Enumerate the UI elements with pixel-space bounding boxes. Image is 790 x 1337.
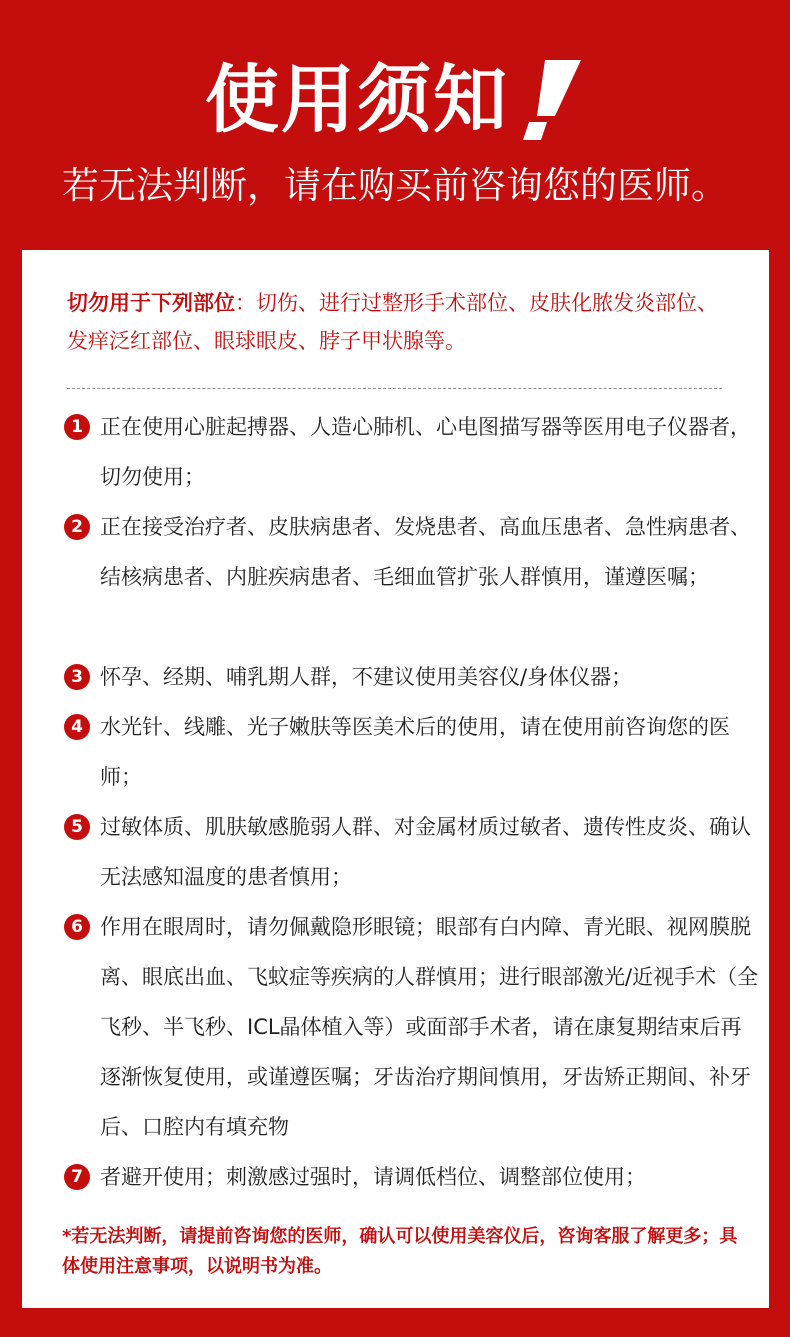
number-badge: 3 [64, 664, 90, 690]
number-badge: 7 [64, 1164, 90, 1190]
number-badge: 4 [64, 714, 90, 740]
divider [67, 388, 722, 389]
item-text: 水光针、线雕、光子嫩肤等医美术后的使用，请在使用前咨询您的医师； [100, 715, 730, 789]
warning-text [67, 284, 737, 360]
subtitle: 若无法判断，请在购买前咨询您的医师。 [62, 164, 728, 207]
exclamation-icon [515, 58, 585, 142]
warning-lead: 切勿用于下列部位 [67, 291, 235, 315]
item-text: 怀孕、经期、哺乳期人群，不建议使用美容仪/身体仪器； [100, 665, 633, 689]
item-text: 正在接受治疗者、皮肤病患者、发烧患者、高血压患者、急性病患者、结核病患者、内脏疾病患者、毛细血管扩张人群慎用，谨遵医嘱； [100, 515, 751, 589]
number-badge: 5 [64, 814, 90, 840]
footnote: *若无法判断，请提前咨询您的医师，确认可以使用美容仪后，咨询客服了解更多；具体使用注意事项，以说明书为准。 [62, 1226, 738, 1277]
header [0, 0, 790, 250]
item-text: 过敏体质、肌肤敏感脆弱人群、对金属材质过敏者、遗传性皮炎、确认无法感知温度的患者慎用； [100, 815, 751, 889]
number-badge: 1 [64, 414, 90, 440]
number-badge: 6 [64, 914, 90, 940]
item-text: 正在使用心脏起搏器、人造心肺机、心电图描写器等医用电子仪器者，切勿使用； [100, 415, 751, 489]
warning-body: ：切伤、进行过整形手术部位、皮肤化脓发炎部位、发痒泛红部位、眼球眼皮、脖子甲状腺等。 [67, 291, 718, 353]
item-text: 作用在眼周时，请勿佩戴隐形眼镜；眼部有白内障、青光眼、视网膜脱离、眼底出血、飞蚊症等疾病的人群慎用；进行眼部激光/近视手术（全飞秒、半飞秒、ICL晶体植入等）或面部手术者，请在康复期结束后再逐渐恢复使用，或谨遵医嘱；牙齿治疗期间慎用，牙齿矫正期间、补牙后、口腔内有填充物 [100, 915, 759, 1139]
item-text: 者避开使用；刺激感过强时，请调低档位、调整部位使用； [100, 1165, 646, 1189]
title-row [0, 58, 790, 142]
page-title: 使用须知 [205, 57, 509, 143]
notice-card [22, 250, 769, 1308]
number-badge: 2 [64, 514, 90, 540]
